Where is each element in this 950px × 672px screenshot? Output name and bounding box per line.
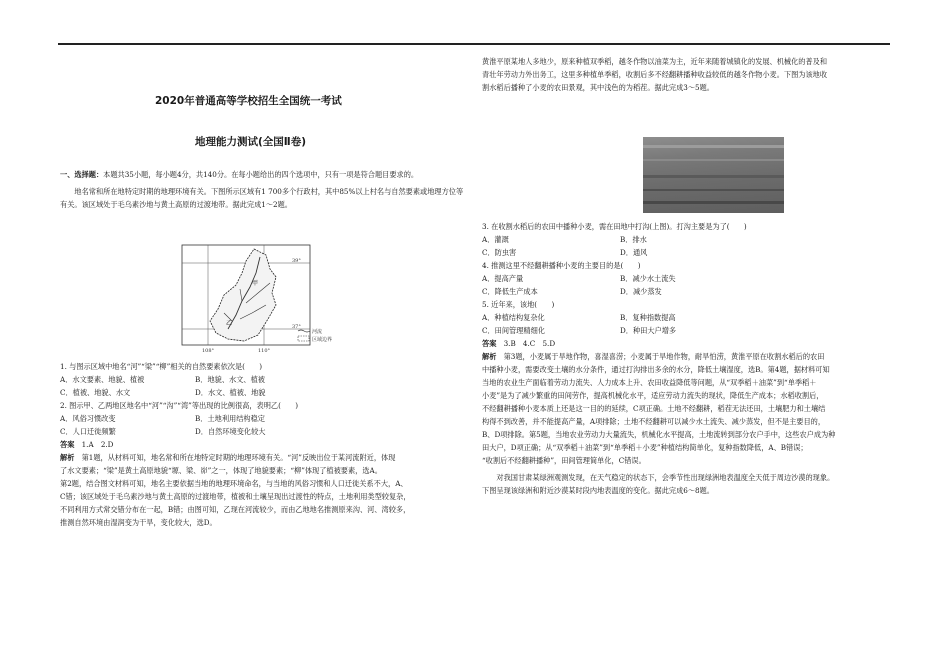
q5-option-a: A．种植结构复杂化 [482,313,545,322]
analysis-line: B、D项排除。第5题，当地农业劳动力大量流失，机械化水平提高，土地流转到部分农户手中，这些农户成为种 [482,430,836,439]
q4-stem: 4. 推测这里不经翻耕播种小麦的主要目的是( ) [482,261,641,270]
region-map [180,243,340,355]
passage-2-line: 割水稻后播种了小麦的农田景观，其中浅色的为稻茬。据此完成3～5题。 [482,83,714,92]
analysis-line: 了水文要素；“梁”是黄土高原地貌“塬、梁、峁”之一，体现了地貌要素；“柳”体现了植被要素，选A。 [60,466,382,475]
q4-option-b: B．减少水土流失 [620,274,676,283]
q2-options-row2 [60,425,470,438]
q2-option-c: C．人口迁徙频繁 [60,427,116,436]
exam-subtitle: 地理能力测试(全国Ⅱ卷) [195,136,307,148]
lat-top-label: 39° [292,258,301,264]
analysis-line: 田大户，D项正确；从“双季稻＋油菜”到“单季稻＋小麦”种植结构简单化，复种指数降低，A、B错误； [482,443,808,452]
analysis-line: 小麦”是为了减少繁重的田间劳作，提高机械化水平，适应劳动力流失的现状，降低生产成本；水稻收割后， [482,391,824,400]
analysis-line: “收割后不经翻耕播种”，田间管理简单化，C错误。 [482,456,646,465]
q5-stem: 5. 近年来，该地( ) [482,300,555,309]
passage-1: 地名常和所在地特定时期的地理环境有关。下图所示区域有1 700多个行政村，其中85%以上村名与自然要素或地理方位等有关。该区域处于毛乌素沙地与黄土高原的过渡地带。据此完成1～2题。 [60,187,464,209]
analysis-line: 第3题，小麦属于旱地作物，喜湿喜涝；小麦属于旱地作物，耐旱怕涝，黄淮平原在收割水稻后的农田 [503,352,825,361]
q3-option-c: C．防虫害 [482,248,517,257]
answer-3-5: 3.B 4.C 5.D [503,339,556,348]
exam-title: 2020年普通高等学校招生全国统一考试 [155,95,342,107]
lon-right-label: 110° [258,348,271,354]
q3-option-b: B．排水 [620,235,647,244]
q4-option-a: A．提高产量 [482,274,524,283]
analysis-line: 推测自然环境由湿润变为干旱，变化较大，选D。 [60,518,217,527]
analysis-line: C错；该区域处于毛乌素沙地与黄土高原的过渡地带，植被和土壤呈现出过渡性的特点，土地利用类型较复杂， [60,492,411,501]
q1-option-d: D．水文、植被、地貌 [195,388,266,397]
passage-3-line: 对我国甘肃某绿洲观测发现，在天气稳定的状态下，会季节性出现绿洲地表温度全天低于周边沙漠的现象。 [496,473,835,482]
section-intro: 本题共35小题，每小题4分，共140分。在每小题给出的四个选项中，只有一项是符合题目要求的。 [103,170,419,179]
lon-left-label: 108° [202,348,215,354]
analysis-line: 第2题，结合图文材料可知，地名主要依据当地的地理环境命名，与当地的风俗习惯和人口迁徙关系不大，A、 [60,479,408,488]
q3-stem: 3. 在收割水稻后的农田中播种小麦，需在田地中打沟(上图)。打沟主要是为了( ) [482,222,747,231]
q4-options-row2 [482,285,892,298]
q2-option-d: D．自然环境变化较大 [195,427,266,436]
q2-options-row1 [60,412,470,425]
legend-river-label: 河流 [312,329,323,335]
analysis-line: 不经翻耕播种小麦本质上还是这一目的的延续，C项正确。土地不经翻耕，稻茬无法还田，土壤肥力和土壤结 [482,404,826,413]
analysis-line: 当地的农业生产面临着劳动力流失、人力成本上升、农田收益降低等问题，从“双季稻＋油菜”到“单季稻＋ [482,378,817,387]
q5-option-d: D．种田大户增多 [620,326,677,335]
q2-stem: 2. 图示甲、乙两地区地名中“河”“沟”“湾”等出现的比例很高，表明乙( ) [60,401,299,410]
q5-option-c: C．田间管理精细化 [482,326,546,335]
map-label-yi: 乙 [226,320,233,327]
analysis-line: 构得不到改善，并不能提高产量，A项排除；土地不经翻耕可以减少水土流失、减少蒸发，但不是主要目的， [482,417,826,426]
q1-option-c: C．植被、地貌、水文 [60,388,131,397]
q5-options-row1 [482,311,892,324]
top-rule [58,43,890,45]
passage-2-line: 黄淮平原某地人多地少，原来种植双季稻，越冬作物以油菜为主，近年来随着城镇化的发展、机械化的普及和 [482,57,828,66]
q2-option-a: A．风俗习惯改变 [60,414,116,423]
answer-1-2: 1.A 2.D [81,440,114,449]
lat-bottom-label: 37° [292,324,301,330]
q4-option-d: D．减少蒸发 [620,287,662,296]
left-questions [60,360,470,529]
legend-boundary-icon [298,336,309,341]
q5-option-b: B．复种指数提高 [620,313,676,322]
q3-options-row2 [482,246,892,259]
analysis-line: 不同利用方式常交错分布在一起，B错；由图可知，乙现在河流较少，而由乙地地名推测原来沟、河、湾较多， [60,505,411,514]
passage-3-line: 下图呈现该绿洲和附近沙漠某时段内地表温度的变化。据此完成6～8题。 [482,486,714,495]
map-label-jia: 甲 [252,280,259,287]
q1-option-b: B．地貌、水文、植被 [195,375,265,384]
q3-option-d: D．通风 [620,248,648,257]
q4-option-c: C．降低生产成本 [482,287,538,296]
q3-options-row1 [482,233,892,246]
right-passage-2 [482,55,892,94]
analysis-label-2: 解析 [482,352,497,361]
q2-option-b: B．土地利用结构稳定 [195,414,265,423]
right-questions [482,220,892,497]
legend-boundary-label: 区域边界 [312,337,333,343]
section-heading: 一、选择题： [60,170,104,179]
q1-options-row2 [60,386,470,399]
field-photo [643,137,784,213]
legend-river-icon [298,330,310,332]
q5-options-row2 [482,324,892,337]
q1-option-a: A．水文要素、地貌、植被 [60,375,145,384]
q4-options-row1 [482,272,892,285]
q1-options-row1 [60,373,470,386]
analysis-label-1: 解析 [60,453,75,462]
left-intro [60,168,470,211]
analysis-line: 第1题，从材料可知，地名常和所在地特定时期的地理环境有关。“河”反映出位于某河流附近，体现 [81,453,396,462]
answer-label-2: 答案 [482,339,497,348]
q3-option-a: A．灌溉 [482,235,509,244]
passage-2-line: 青壮年劳动力外出务工，这里多种植单季稻，收割后多不经翻耕播种收益较低的越冬作物小麦。下图为该地收 [482,70,828,79]
analysis-line: 中播种小麦，需要改变土壤的水分条件，通过打沟排出多余的水分，降低土壤湿度，选B。第4题，据材料可知 [482,365,830,374]
q1-stem: 1. 与图示区域中地名“河”“梁”“柳”相关的自然要素依次是( ) [60,362,263,371]
answer-label-1: 答案 [60,440,75,449]
